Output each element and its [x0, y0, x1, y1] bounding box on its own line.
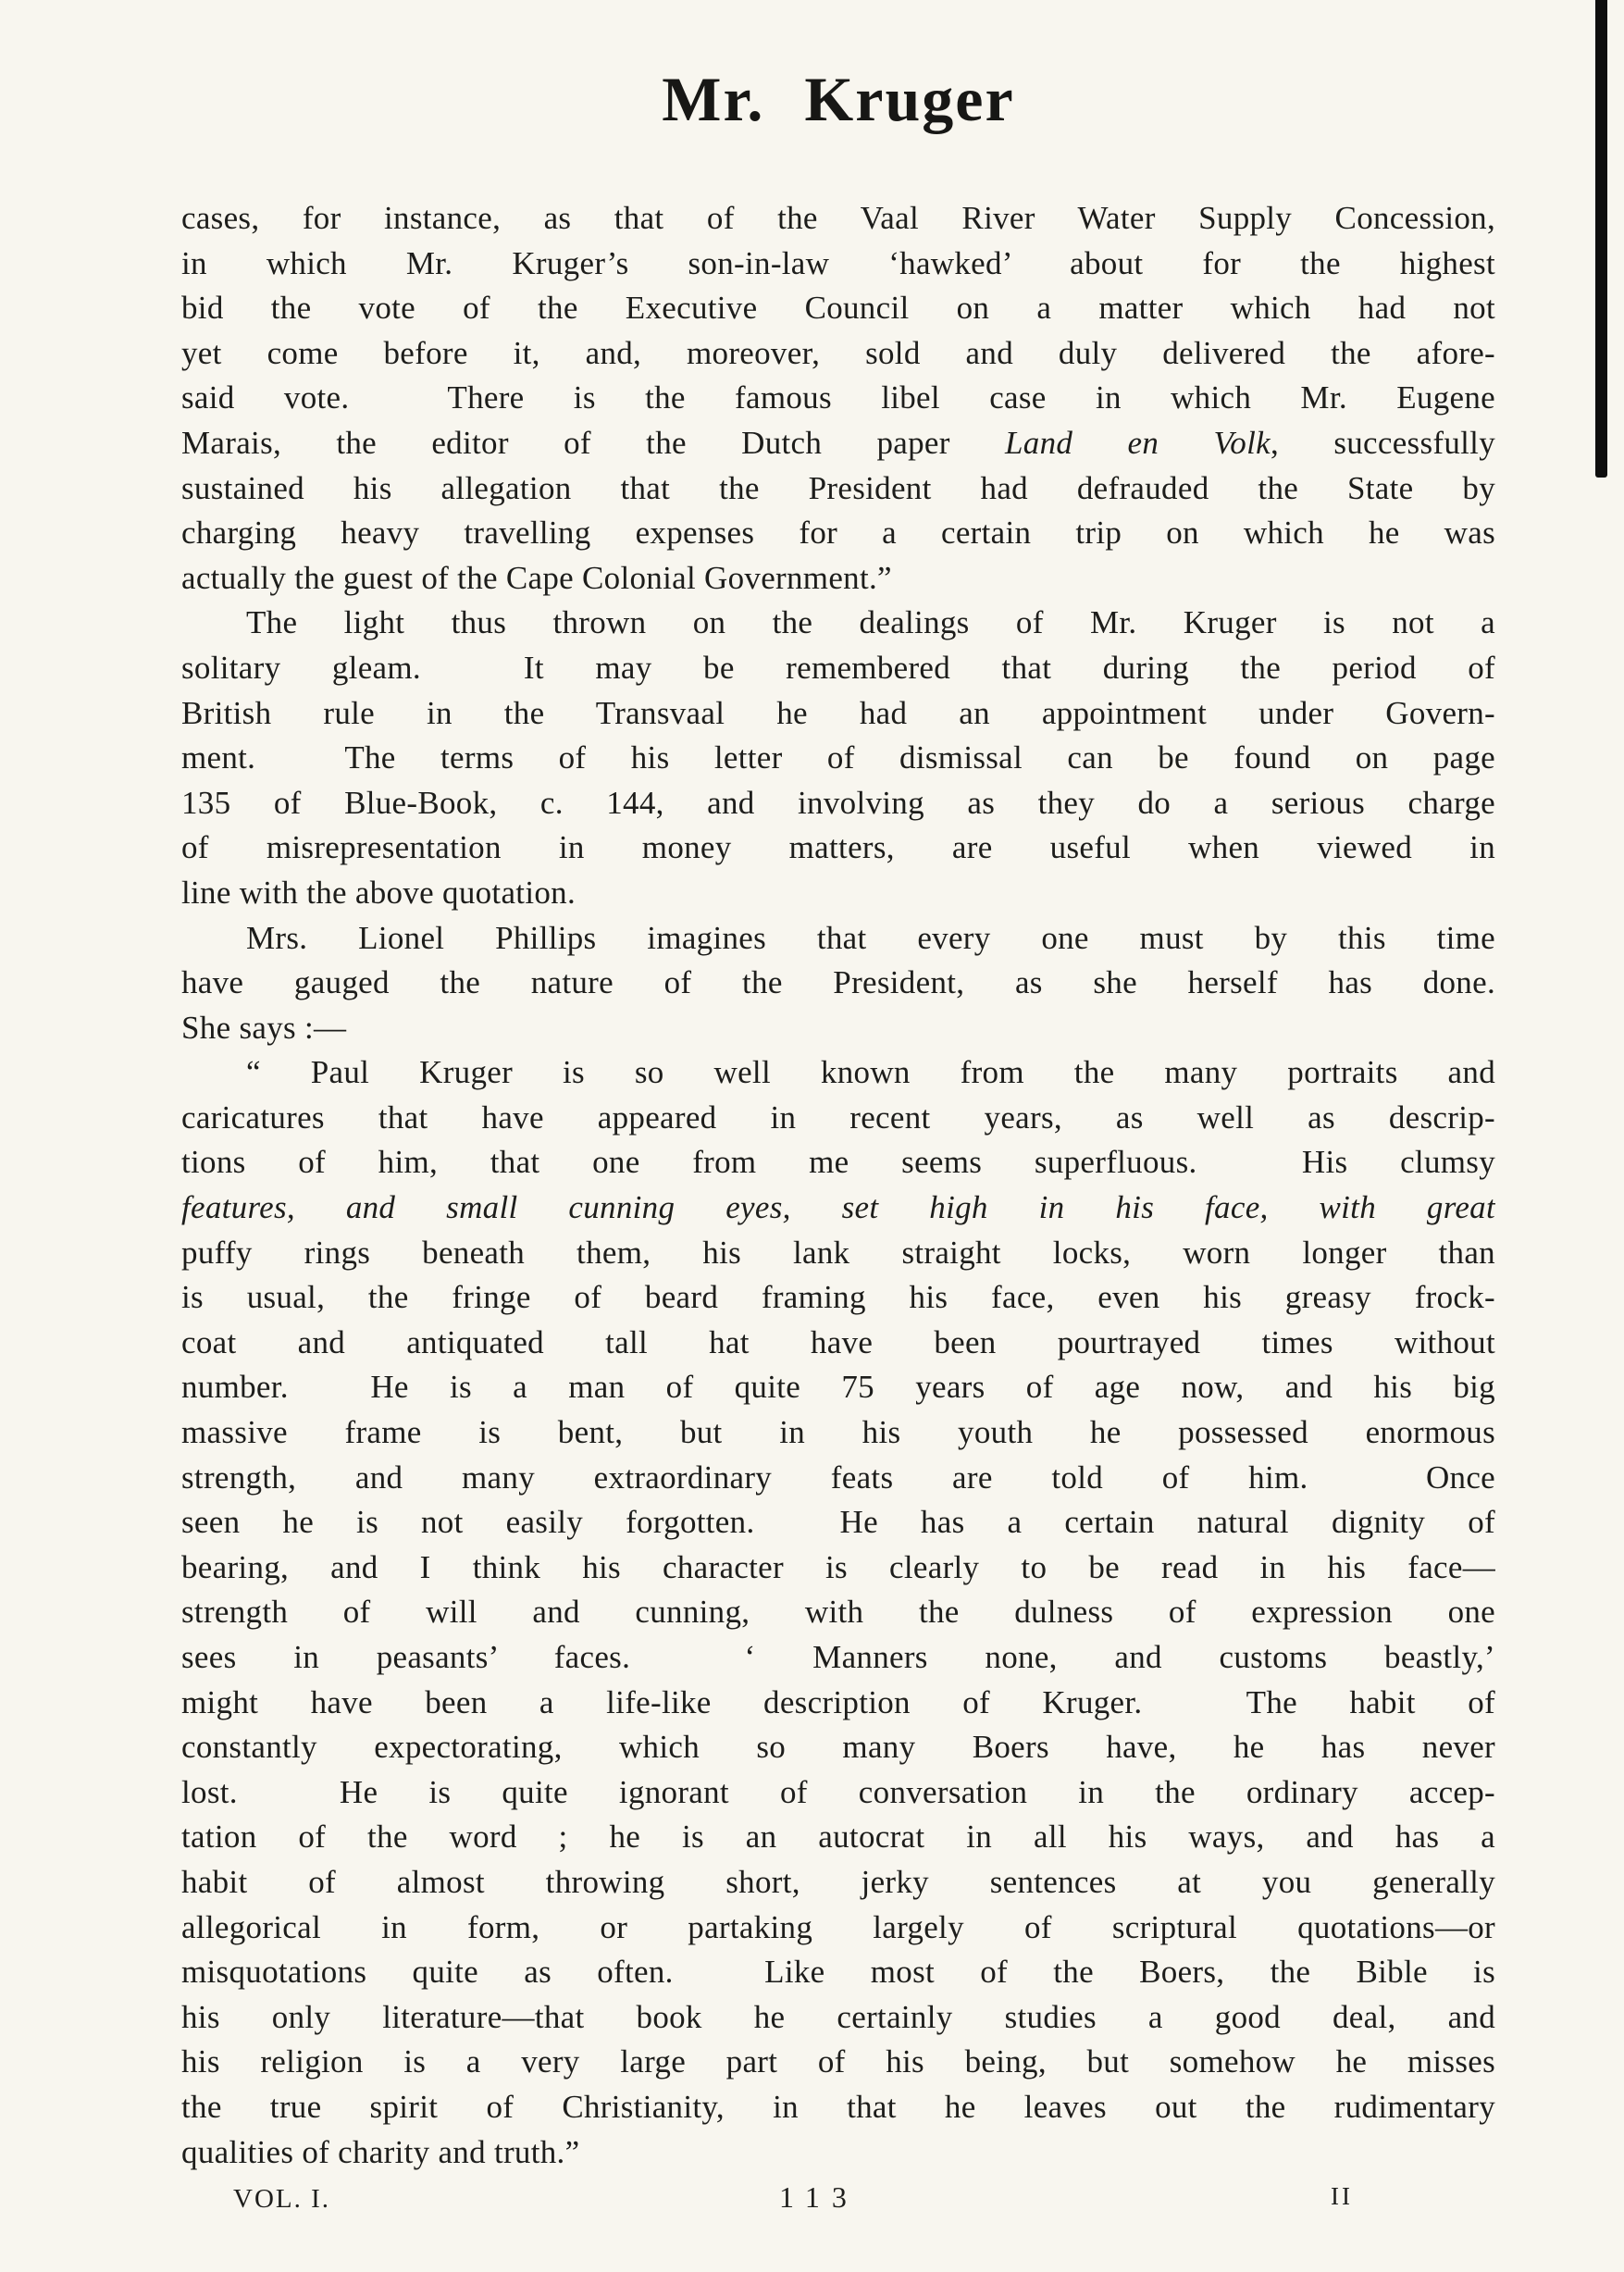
text-line: [181, 1410, 1495, 1456]
text-line: [181, 242, 1495, 287]
text-segment: of misrepresentation in money matters, are useful when viewed in: [181, 829, 1495, 866]
text-segment: “ Paul Kruger is so well known from the many portraits and: [246, 1054, 1495, 1091]
text-block: [181, 196, 1495, 2175]
text-segment: the true spirit of Christianity, in that he leaves out the rudimentary: [181, 2088, 1495, 2125]
text-segment: Mrs. Lionel Phillips imagines that every one must by this time: [246, 919, 1495, 956]
text-segment: constantly expectorating, which so many Boers have, he has never: [181, 1729, 1495, 1766]
text-line: [181, 1815, 1495, 1860]
text-line: [181, 1635, 1495, 1681]
text-segment: sees in peasants’ faces. ‘ Manners none, and customs beastly,’: [181, 1639, 1495, 1675]
text-line: [181, 736, 1495, 781]
text-segment: bearing, and I think his character is clearly to be read in his face—: [181, 1548, 1495, 1585]
text-line: [181, 1860, 1495, 1906]
text-line: [181, 2130, 1495, 2176]
page-title: Mr. Kruger: [662, 64, 1015, 134]
text-line: [181, 1456, 1495, 1501]
scan-artifact-bar: [1595, 0, 1607, 478]
text-segment: line with the above quotation.: [181, 874, 576, 911]
text-segment: said vote. There is the famous libel case in which Mr. Eugene: [181, 379, 1495, 416]
text-segment: seen he is not easily forgotten. He has a certain natural dignity of: [181, 1504, 1495, 1541]
text-line: [181, 1006, 1495, 1051]
text-line: [181, 1186, 1495, 1231]
text-segment: , successfully: [1270, 424, 1495, 461]
text-segment: massive frame is bent, but in his youth he possessed enormous: [181, 1414, 1495, 1451]
text-line: [181, 466, 1495, 512]
text-line: [181, 781, 1495, 826]
page-footer: [181, 2180, 1495, 2229]
text-segment: is usual, the fringe of beard framing his face, even his greasy frock-: [181, 1279, 1495, 1316]
text-line: [181, 1096, 1495, 1141]
text-segment: caricatures that have appeared in recent years, as well as descrip-: [181, 1099, 1495, 1136]
text-line: [181, 331, 1495, 377]
text-segment: strength, and many extraordinary feats are told of him. Once: [181, 1459, 1495, 1496]
text-line: [181, 646, 1495, 691]
text-segment: might have been a life-like description of Kruger. The habit of: [181, 1683, 1495, 1720]
text-line: [181, 511, 1495, 556]
text-line: [181, 376, 1495, 421]
text-line: [181, 196, 1495, 242]
text-segment: cases, for instance, as that of the Vaal River Water Supply Concession,: [181, 200, 1495, 236]
text-line: [181, 1500, 1495, 1546]
text-segment: puffy rings beneath them, his lank straight locks, worn longer than: [181, 1234, 1495, 1271]
text-line: [181, 286, 1495, 331]
text-segment: actually the guest of the Cape Colonial Government.”: [181, 559, 892, 596]
text-line: [181, 1231, 1495, 1276]
text-segment: solitary gleam. It may be remembered that during the period of: [181, 649, 1495, 686]
text-line: [181, 826, 1495, 871]
italic-text-segment: features, and small cunning eyes, set high in his face, with great: [181, 1189, 1495, 1226]
text-segment: 135 of Blue-Book, c. 144, and involving as they do a serious charge: [181, 784, 1495, 821]
text-line: [181, 871, 1495, 916]
text-segment: British rule in the Transvaal he had an appointment under Govern-: [181, 694, 1495, 731]
text-segment: have gauged the nature of the President, as she herself has done.: [181, 964, 1495, 1001]
text-line: [181, 1050, 1495, 1096]
text-segment: ment. The terms of his letter of dismissal can be found on page: [181, 739, 1495, 776]
text-segment: coat and antiquated tall hat have been pourtrayed times without: [181, 1323, 1495, 1360]
text-segment: She says :—: [181, 1009, 347, 1046]
text-segment: strength of will and cunning, with the dulness of expression one: [181, 1594, 1495, 1631]
text-line: [181, 1950, 1495, 1995]
text-line: [181, 1590, 1495, 1635]
text-line: [181, 1140, 1495, 1186]
text-line: [181, 556, 1495, 602]
text-segment: his religion is a very large part of his being, but somehow he misses: [181, 2043, 1495, 2080]
text-segment: sustained his allegation that the President had defrauded the State by: [181, 469, 1495, 506]
text-segment: lost. He is quite ignorant of conversation in the ordinary accep-: [181, 1773, 1495, 1810]
text-segment: The light thus thrown on the dealings of Mr. Kruger is not a: [246, 604, 1495, 641]
footer-page-number: 113: [779, 2180, 859, 2214]
text-line: [181, 1365, 1495, 1410]
text-line: [181, 1995, 1495, 2041]
text-segment: tation of the word ; he is an autocrat in all his ways, and has a: [181, 1819, 1495, 1856]
text-segment: qualities of charity and truth.”: [181, 2133, 580, 2170]
text-segment: charging heavy travelling expenses for a certain trip on which he was: [181, 515, 1495, 552]
text-segment: misquotations quite as often. Like most of the Boers, the Bible is: [181, 1954, 1495, 1991]
footer-signature-mark: II: [1331, 2182, 1353, 2210]
text-segment: in which Mr. Kruger’s son-in-law ‘hawked’ about for the highest: [181, 244, 1495, 281]
text-line: [181, 1906, 1495, 1951]
text-segment: allegorical in form, or partaking largely of scriptural quotations—or: [181, 1908, 1495, 1945]
text-segment: his only literature—that book he certainly studies a good deal, and: [181, 1998, 1495, 2035]
text-segment: tions of him, that one from me seems superfluous. His clumsy: [181, 1144, 1495, 1181]
text-line: [181, 1770, 1495, 1816]
text-line: [181, 691, 1495, 737]
text-line: [181, 1275, 1495, 1321]
text-line: [181, 961, 1495, 1006]
text-line: [181, 916, 1495, 962]
text-line: [181, 421, 1495, 466]
footer-volume-label: VOL. I.: [233, 2184, 331, 2214]
text-line: [181, 2040, 1495, 2085]
text-line: [181, 1681, 1495, 1726]
text-line: [181, 601, 1495, 646]
text-segment: habit of almost throwing short, jerky sentences at you generally: [181, 1863, 1495, 1900]
text-segment: yet come before it, and, moreover, sold and duly delivered the afore-: [181, 334, 1495, 371]
text-segment: Marais, the editor of the Dutch paper: [181, 424, 1006, 461]
text-line: [181, 2085, 1495, 2130]
text-segment: number. He is a man of quite 75 years of age now, and his big: [181, 1369, 1495, 1406]
text-segment: bid the vote of the Executive Council on a matter which had not: [181, 290, 1495, 327]
text-line: [181, 1546, 1495, 1591]
text-line: [181, 1725, 1495, 1770]
text-line: [181, 1321, 1495, 1366]
italic-text-segment: Land en Volk: [1005, 424, 1271, 461]
